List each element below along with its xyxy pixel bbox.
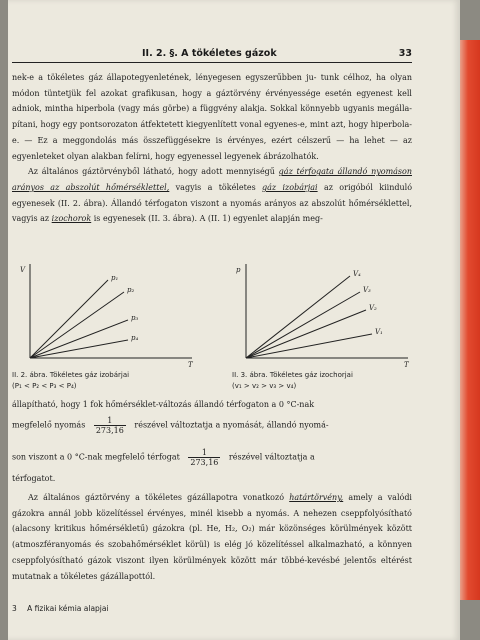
text-line: érvényes, ezért célszerű — ha lehet — az egyenleteket olyan alakban felírni,: [12, 135, 412, 161]
text-span: Az általános gáztörvény a tökéletes gázállapotra vonatkozó: [28, 493, 285, 502]
paragraph-3-line-2: [12, 416, 412, 435]
x-axis-label: T: [404, 361, 409, 368]
text-span: son viszont a 0 °C-nak megfelelő térfogat: [12, 452, 180, 462]
fraction-numerator: 1: [201, 448, 207, 457]
text-span: amely a valódi gázokra annál jobb közelítéssel érvényes, minél kisebb a nyomás. A nehezen cseppfolyósítható (alacsony kritikus hőmérsékletű) gázokra (pl. He, H₂, O₂) már közönséges körülmények között (atmoszféranyomás és szobahőmérséklet körül) is elég jó közelítéssel alkalmazható, a könnyen cseppfolyósítható gázok viszont ilyen körülmények között már többé-kevésbé jelentős eltérést mutatnak a tökéletes gázállapottól.: [12, 493, 412, 581]
isobar-line-3: [30, 320, 128, 358]
caption-line: II. 3. ábra. Tökéletes gáz izochorjai: [232, 371, 353, 379]
fraction-numerator: 1: [107, 416, 113, 425]
fraction-denominator: 273,16: [190, 458, 219, 467]
text-line: pítani, hogy egy pontsorozaton átfektetett kiegyenlített vonal egyenes-e,: [12, 120, 308, 130]
x-axis-label: T: [188, 361, 193, 368]
paragraph-3-line-1: állapítható, hogy 1 fok hőmérséklet-változás állandó térfogaton a 0 °C-nak: [12, 400, 315, 409]
isochore-line-1: [246, 276, 350, 358]
isochore-line-4: [246, 334, 372, 358]
text-span: megfelelő nyomás: [12, 420, 86, 430]
text-line: mint azt, hogy hiperbola-e. — Ez a meggondolás más összefüggésekre is: [12, 120, 413, 145]
line-label: p₃: [131, 314, 139, 322]
isochore-line-3: [246, 310, 366, 358]
y-axis-label: V: [20, 266, 26, 274]
text-line: (vagy más görbe) a függvény alakja. Sokkal könnyebb ugyanis megálla-: [117, 104, 413, 114]
emphasis-span: izochorok: [51, 214, 92, 224]
emphasis-span: gáz izobárjai: [262, 182, 318, 192]
emphasis-span: határtörvény,: [289, 493, 344, 502]
emphasis-span: gáz térfogata állandó nyomáson arányos az abszolút hőmérséklettel,: [12, 167, 412, 192]
page-number: 33: [398, 48, 412, 59]
text-span: részével változtatja a: [228, 452, 315, 462]
footer-number: 3: [12, 604, 17, 613]
paragraph-3-line-3: [12, 448, 412, 467]
text-line: nek-e a tökéletes gáz állapotegyenletének, lényegesen egyszerűbben ju-: [12, 73, 317, 82]
caption-line: (P₁ < P₂ < P₃ < P₄): [12, 382, 77, 390]
figure-isobars: [16, 258, 202, 368]
body-text-top: [12, 70, 412, 227]
line-label: p₁: [111, 274, 119, 282]
text-span: részével változtatja a nyomását, állandó nyomá-: [134, 420, 329, 430]
text-span: is egyenesek (II. 3. ábra). A (II. 1) egyenlet alapján meg-: [93, 214, 323, 224]
running-header: [12, 44, 412, 63]
text-span: Az általános gáztörvényből látható, hogy adott mennyiségű: [28, 167, 275, 177]
line-label: V₄: [353, 270, 361, 278]
isochores-diagram: [232, 258, 418, 368]
text-span: vagyis a tökéletes: [175, 182, 256, 192]
figure-isochores: [232, 258, 418, 368]
figure-2-caption: [232, 370, 422, 392]
isochore-line-2: [246, 292, 360, 358]
body-text-bottom: [12, 490, 412, 584]
isobars-diagram: [16, 258, 202, 368]
text-line: hogy egyenessel legyenek ábrázolhatók.: [155, 151, 319, 161]
page-footer: [12, 604, 109, 613]
paragraph-4: [12, 490, 412, 584]
text-span: az origóból kiinduló egyenesek (II. 2. ábra). Állandó térfogaton viszont a nyomás arányos az abszolút hőmérséklettel, vagyis az: [12, 182, 413, 224]
caption-line: II. 2. ábra. Tökéletes gáz izobárjai: [12, 371, 130, 379]
text-line: tunk célhoz, ha olyan módon tüntetjük fel azokat grafikusan, hogy a: [12, 73, 412, 98]
fraction: [188, 448, 220, 467]
header-title: II. 2. §. A tökéletes gázok: [142, 48, 277, 59]
line-label: p₄: [131, 334, 139, 342]
text-line: gáztörvény érvényessége esetén egyenest kell adniok, mintha hiperbola: [12, 88, 412, 114]
figure-1-caption: [12, 370, 212, 392]
fraction: [94, 416, 126, 435]
isobar-line-2: [30, 292, 124, 358]
red-page-edge: [460, 40, 480, 600]
caption-line: (v₁ > v₂ > v₃ > v₄): [232, 382, 297, 390]
line-label: V₃: [363, 286, 371, 294]
paragraph-2: [12, 164, 412, 227]
line-label: V₂: [369, 304, 377, 312]
fraction-denominator: 273,16: [95, 426, 124, 435]
line-label: p₂: [127, 286, 135, 294]
paragraph-1: [12, 70, 412, 164]
footer-text: A fizikai kémia alapjai: [27, 604, 109, 613]
paragraph-3-line-4: térfogatot.: [12, 474, 56, 483]
y-axis-label: p: [236, 266, 241, 274]
line-label: V₁: [375, 328, 383, 336]
